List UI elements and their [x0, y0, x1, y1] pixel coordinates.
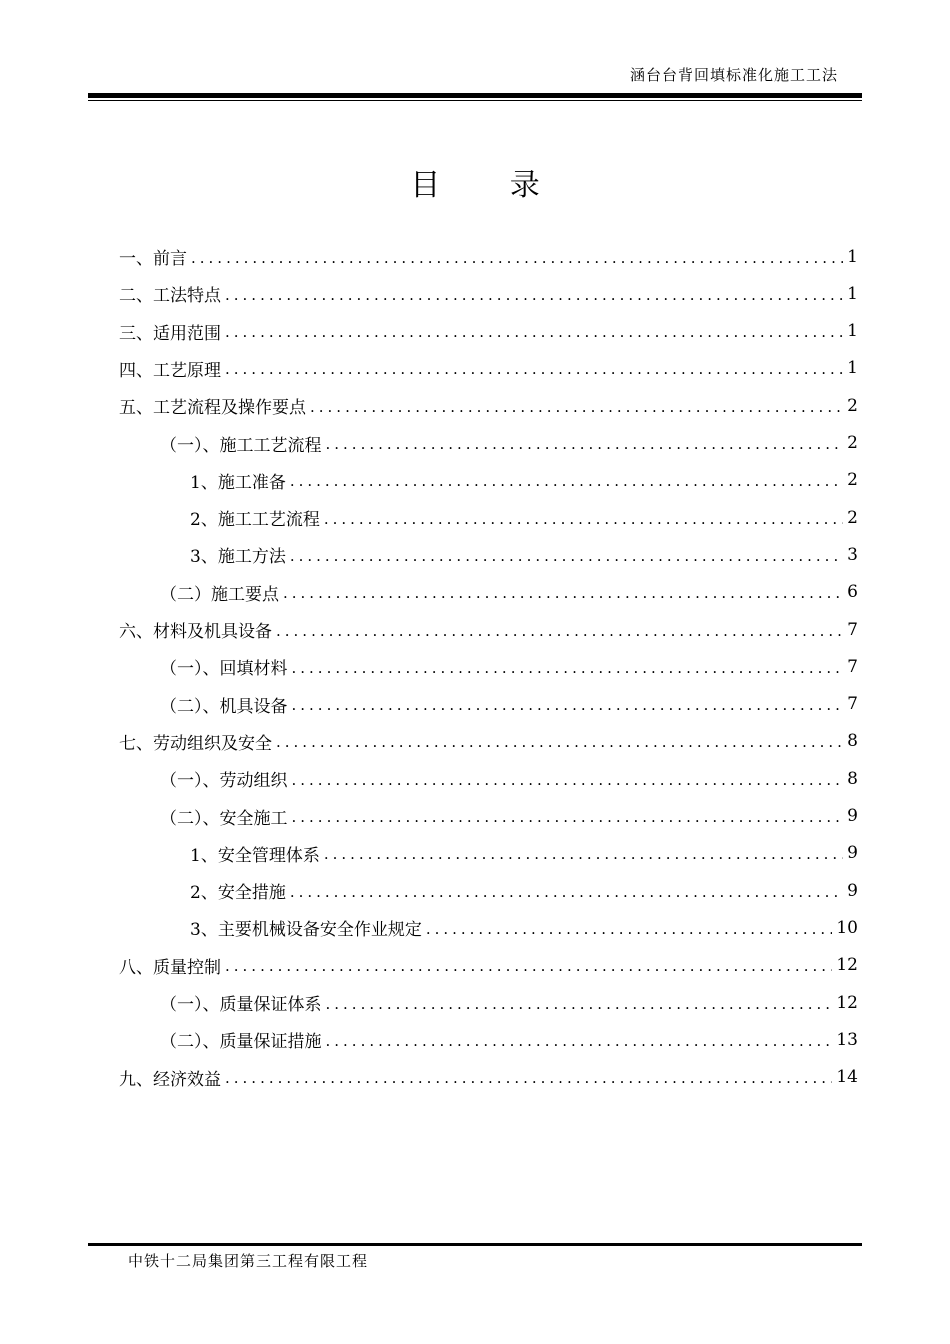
toc-entry-label: 1、施工准备: [190, 472, 286, 493]
toc-entry[interactable]: [119, 275, 858, 312]
toc-entry-page: 8: [847, 768, 858, 789]
toc-entry-page: 2: [847, 433, 858, 453]
toc-entry-label: 一、前言: [119, 249, 187, 269]
toc-dot-leader: [225, 955, 832, 975]
toc-entry[interactable]: [119, 313, 858, 350]
toc-entry-page: 14: [836, 1067, 858, 1088]
toc-entry-label: （一）、质量保证体系: [160, 995, 322, 1015]
toc-dot-leader: [426, 918, 833, 938]
toc-entry-label: 2、施工工艺流程: [190, 510, 320, 531]
toc-entry[interactable]: [190, 835, 858, 872]
toc-entry[interactable]: [190, 462, 858, 499]
toc-entry-label: （二）、质量保证措施: [160, 1032, 322, 1053]
toc-dot-leader: [225, 358, 843, 378]
footer-org: 中铁十二局集团第三工程有限工程: [128, 1252, 369, 1270]
toc-entry-page: 1: [847, 321, 858, 342]
toc-entry[interactable]: [119, 947, 858, 984]
toc-dot-leader: [326, 433, 844, 453]
toc-entry[interactable]: [190, 909, 858, 946]
toc-entry-page: 8: [847, 731, 858, 752]
toc-entry-label: 六、材料及机具设备: [119, 622, 272, 642]
toc-entry-page: 1: [847, 358, 858, 379]
toc-entry[interactable]: [160, 1021, 858, 1058]
toc-entry[interactable]: [190, 872, 858, 909]
toc-entry[interactable]: [119, 1059, 858, 1096]
toc-entry[interactable]: [160, 984, 858, 1021]
toc-entry-label: 二、工法特点: [119, 286, 221, 307]
toc-entry[interactable]: [190, 499, 858, 536]
toc-dot-leader: [292, 694, 844, 714]
toc-entry-label: 3、施工方法: [190, 547, 286, 568]
toc-entry-label: 九、经济效益: [119, 1069, 221, 1090]
toc-entry-label: （二）施工要点: [160, 584, 279, 605]
toc-entry-page: 6: [847, 582, 858, 603]
header-rule-thick: [88, 93, 862, 98]
toc-dot-leader: [324, 508, 843, 528]
toc-entry-label: （一）、施工工艺流程: [160, 435, 322, 456]
toc-entry-label: 3、主要机械设备安全作业规定: [190, 920, 422, 941]
toc-entry[interactable]: [190, 536, 858, 573]
toc-dot-leader: [276, 620, 843, 640]
toc-dot-leader: [290, 470, 843, 490]
toc-entry[interactable]: [160, 648, 858, 685]
toc-entry-page: 1: [847, 283, 858, 304]
toc-dot-leader: [292, 806, 844, 826]
toc-entry-label: （二）、机具设备: [160, 696, 288, 717]
toc-dot-leader: [283, 582, 843, 602]
toc-entry-page: 3: [847, 544, 858, 565]
toc-dot-leader: [326, 1030, 833, 1050]
toc-dot-leader: [290, 881, 843, 901]
toc-entry-page: 7: [847, 619, 858, 640]
toc-dot-leader: [225, 1067, 832, 1087]
toc-entry[interactable]: [160, 425, 858, 462]
footer-rule: [88, 1243, 862, 1246]
toc-entry[interactable]: [160, 798, 858, 835]
header-rule-thin: [88, 100, 862, 101]
toc-entry-label: （一）、回填材料: [160, 659, 288, 680]
toc-entry-page: 10: [836, 917, 858, 938]
toc-dot-leader: [292, 657, 844, 677]
toc-dot-leader: [276, 731, 843, 751]
toc-entry-label: （二）、安全施工: [160, 808, 288, 829]
toc-dot-leader: [326, 993, 833, 1013]
toc-entry[interactable]: [119, 350, 858, 387]
toc-entry-label: 七、劳动组织及安全: [119, 733, 272, 754]
toc-entry-page: 9: [847, 880, 858, 901]
toc-entry-page: 13: [836, 1029, 858, 1050]
toc-entry-page: 9: [847, 806, 858, 826]
toc-dot-leader: [310, 396, 843, 416]
toc-entry-page: 2: [847, 470, 858, 491]
toc-entry-page: 9: [847, 843, 858, 864]
toc-dot-leader: [292, 769, 844, 789]
toc-entry-page: 12: [836, 955, 858, 976]
toc-entry[interactable]: [119, 611, 858, 648]
header-title: 涵台台背回填标准化施工工法: [629, 66, 838, 84]
toc-entry-page: 2: [847, 395, 858, 416]
toc-entry-label: 1、安全管理体系: [190, 845, 320, 866]
toc-entry[interactable]: [119, 238, 858, 275]
toc-entry-label: 三、适用范围: [119, 323, 221, 344]
toc-entry-label: 四、工艺原理: [119, 360, 221, 381]
toc-entry[interactable]: [160, 574, 858, 611]
toc-entry-label: 2、安全措施: [190, 883, 286, 904]
toc-entry-page: 7: [847, 656, 858, 677]
toc-entry-page: 2: [847, 507, 858, 528]
toc-entry-label: 五、工艺流程及操作要点: [119, 398, 306, 419]
toc-dot-leader: [191, 247, 843, 267]
toc-entry[interactable]: [160, 760, 858, 797]
toc-entry-label: 八、质量控制: [119, 957, 221, 978]
toc-entry-page: 12: [836, 992, 858, 1013]
toc-dot-leader: [324, 843, 843, 863]
toc-entry-page: 1: [847, 246, 858, 267]
toc-dot-leader: [225, 284, 843, 304]
toc-dot-leader: [225, 321, 843, 341]
toc-entry-page: 7: [847, 694, 858, 715]
page-title: 目 录: [410, 168, 570, 203]
toc-entry[interactable]: [119, 387, 858, 424]
toc-entry[interactable]: [160, 686, 858, 723]
toc-entry[interactable]: [119, 723, 858, 760]
toc-dot-leader: [290, 545, 843, 565]
toc-entry-label: （一）、劳动组织: [160, 771, 288, 792]
